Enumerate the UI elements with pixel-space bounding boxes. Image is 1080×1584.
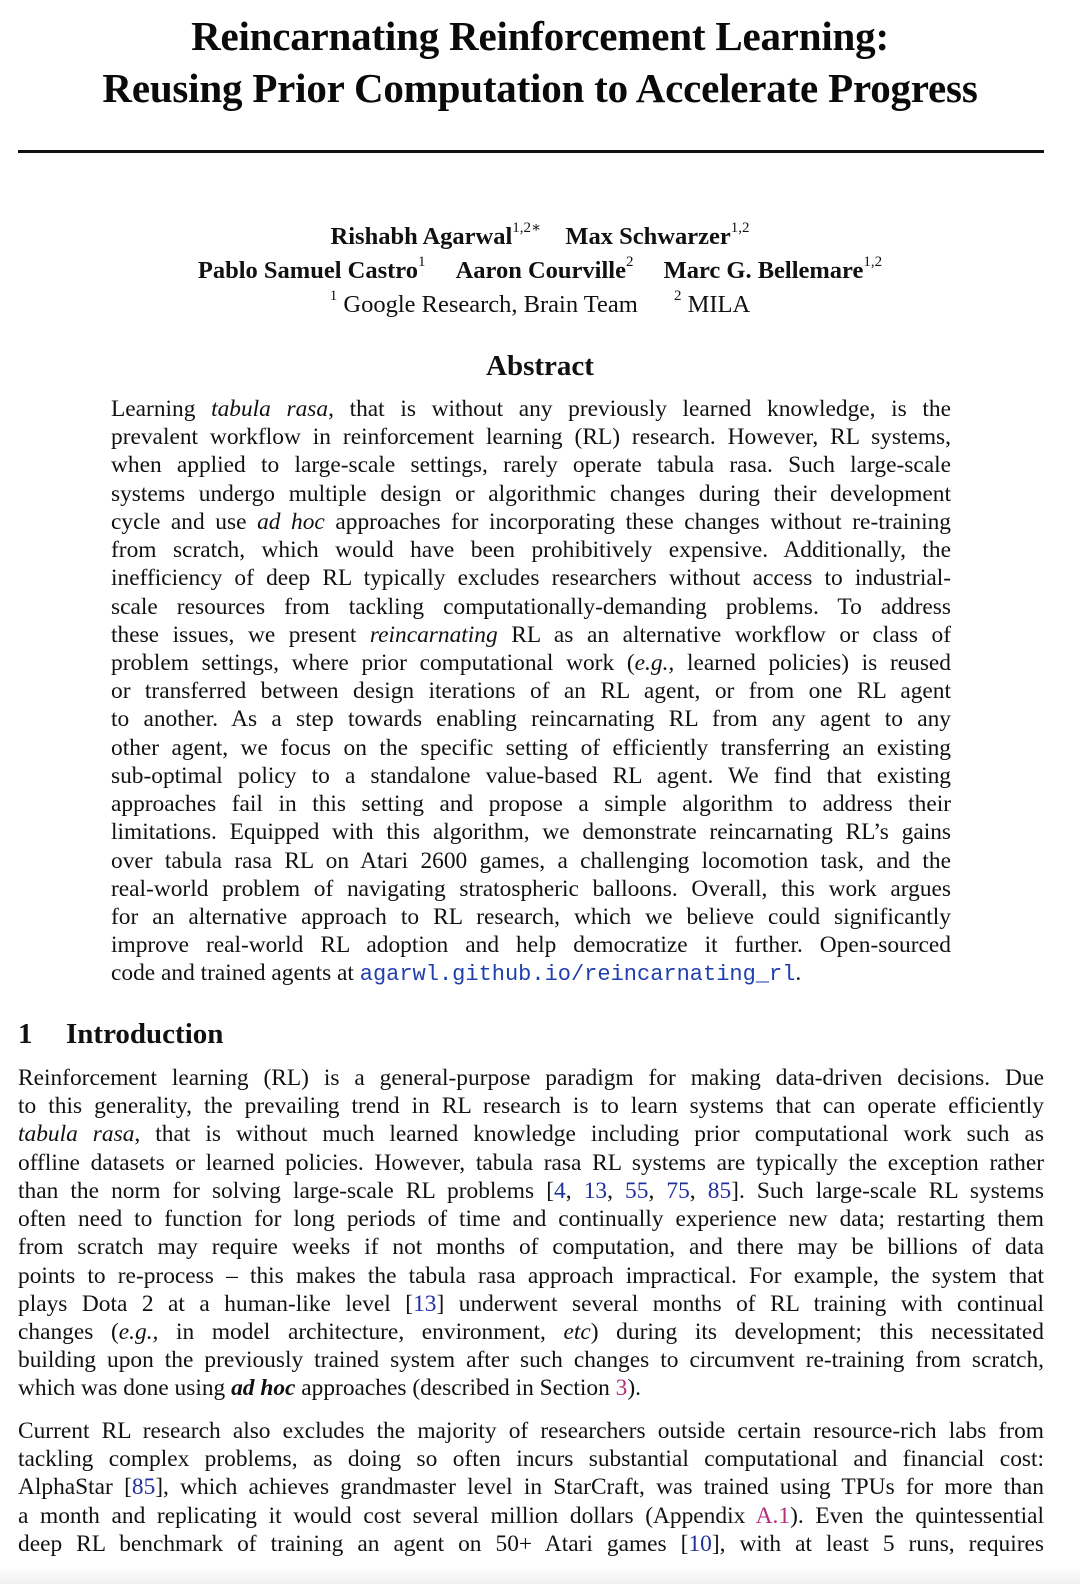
title-line-1: Reincarnating Reinforcement Learning: [191,13,889,59]
text-line [111,734,951,762]
text-line [111,395,951,423]
text-span: reincarnating [369,621,498,648]
text-span: when applied to large-scale settings, rarely operate tabula rasa. Such large-scale [111,452,951,479]
text-span: ) during its development; this necessitated [590,1318,1044,1345]
text-span: limitations. Equipped with this algorithm, we demonstrate reincarnating RL’s gains [111,819,951,846]
text-span: or transferred between design iterations of an RL agent, or from one RL agent [111,678,951,705]
text-span: for an alternative approach to RL research, which we believe could significantly [111,903,951,930]
text-span: learned policies) is reused [674,649,952,676]
cross-reference-link[interactable]: 3 [615,1375,628,1402]
text-span: , [648,1177,667,1204]
author: Pablo Samuel Castro$^1$ [197,253,426,284]
text-span: points to re-process – this makes the tabula rasa approach impractical. For example, the system that [18,1262,1044,1289]
affiliation-row [0,288,1080,322]
text-span: these issues, we present [111,621,370,648]
text-span: other agent, we focus on the specific setting of efficiently transferring an existing [111,734,951,761]
text-span: from scratch, which would have been prohibitively expensive. Additionally, the [111,537,951,564]
intro-paragraph [18,1417,1044,1558]
text-span: code and trained agents at [111,960,360,987]
text-line [18,1473,1044,1501]
author: Marc G. Bellemare$^{1,2}$ [663,253,883,284]
text-span: approaches (described in Section [295,1375,616,1402]
author-row-1 [0,220,1080,254]
abstract-body [111,395,951,988]
text-line [111,649,951,677]
text-line [18,1290,1044,1318]
text-span: than the norm for solving large-scale RL problems [ [18,1177,555,1204]
text-span: often need to function for long periods of time and continually experience new data; restarting them [18,1206,1044,1233]
title-line-2: Reusing Prior Computation to Accelerate Progress [102,65,978,111]
text-line [18,1318,1044,1346]
text-line [111,903,951,931]
text-span: . [795,960,802,987]
text-line [111,451,951,479]
text-span: tabula rasa [211,396,329,422]
text-line [111,875,951,903]
text-span: , [689,1177,708,1204]
text-span: Current RL research also excludes the majority of researchers outside certain resource-rich labs from [18,1418,1044,1444]
text-span: over tabula rasa RL on Atari 2600 games, a challenging locomotion task, and the [111,847,951,874]
text-span: , that is without any previously learned knowledge, is the [328,396,951,422]
project-url-link[interactable]: agarwl.github.io/reincarnating_rl [359,962,796,988]
text-line [111,762,951,790]
text-span: scale resources from tackling computationally-demanding problems. To address [111,593,951,620]
text-line [111,931,951,959]
text-line [111,536,951,564]
text-span: ). Even the quintessential [790,1502,1044,1529]
abstract-heading: Abstract [486,350,594,382]
affiliation: $^1$ Google Research, Brain Team [329,287,638,318]
text-line [18,1417,1044,1445]
text-span: systems undergo multiple design or algorithmic changes during their development [111,480,951,507]
text-span: ). [627,1375,641,1402]
text-line [18,1149,1044,1177]
text-line [18,1346,1044,1374]
author: Max Schwarzer$^{1,2}$ [565,219,750,250]
text-span: e.g., [634,649,675,676]
page-edge-shadow [0,1566,1080,1584]
text-span: ad hoc [231,1375,296,1402]
text-span: tabula rasa [18,1121,135,1148]
text-span: cycle and use [111,508,258,535]
text-span: to another. As a step towards enabling reincarnating RL from any agent to any [111,706,951,733]
text-line [18,1374,1044,1402]
text-line [111,818,951,846]
text-span: , that is without much learned knowledge including prior computational work such as [134,1121,1044,1148]
citation-link[interactable]: 75 [666,1177,690,1204]
cross-reference-link[interactable]: A.1 [755,1502,791,1529]
paper-title [0,10,1080,114]
text-span: plays Dota 2 at a human-like level [ [18,1290,414,1317]
text-line [111,423,951,451]
text-span: problem settings, where prior computational work ( [111,649,635,676]
text-span: AlphaStar [ [18,1474,132,1501]
text-span: offline datasets or learned policies. However, tabula rasa RL systems are typically the exception rather [18,1149,1044,1176]
text-span: deep RL benchmark of training an agent on 50+ Atari games [ [18,1530,689,1557]
text-line [111,621,951,649]
citation-link[interactable]: 85 [131,1474,156,1501]
author: Aaron Courville$^2$ [455,253,634,284]
text-line [18,1445,1044,1473]
section-title: Introduction [66,1018,224,1050]
text-span: e.g., [118,1318,159,1345]
affiliation: $^2$ MILA [673,287,751,318]
text-span: approaches fail in this setting and propose a simple algorithm to address their [111,791,951,818]
text-span: ]. Such large-scale RL systems [731,1177,1044,1204]
text-line [111,677,951,705]
text-span: to this generality, the prevailing trend in RL research is to learn systems that can operate efficiently [18,1093,1044,1120]
author-row-2 [0,254,1080,288]
text-span: ad hoc [257,508,325,535]
citation-link[interactable]: 4 [554,1177,566,1204]
text-line [18,1092,1044,1120]
text-span: from scratch may require weeks if not months of computation, and there may be billions of data [18,1234,1044,1261]
text-span: real-world problem of navigating stratospheric balloons. Overall, this work argues [111,875,951,902]
citation-link[interactable]: 10 [688,1530,712,1557]
text-line [18,1177,1044,1205]
text-span: Learning [111,396,212,422]
text-span: , [607,1177,626,1204]
text-line [18,1502,1044,1530]
text-line [111,480,951,508]
text-line [18,1205,1044,1233]
text-span: improve real-world RL adoption and help democratize it further. Open-sourced [111,932,951,959]
text-span: RL as an alternative workflow or class of [497,621,951,648]
text-line [18,1120,1044,1148]
author: Rishabh Agarwal$^{1,2∗}$ [330,219,542,250]
text-span: which was done using [18,1375,232,1402]
text-line [111,790,951,818]
text-line [111,508,951,536]
text-line [18,1530,1044,1558]
intro-paragraph [18,1064,1044,1403]
text-span: building upon the previously trained system after such changes to circumvent re-training from scratch, [18,1347,1044,1374]
text-span: ], which achieves grandmaster level in StarCraft, was trained using TPUs for more than [155,1474,1044,1501]
citation-link[interactable]: 13 [413,1290,437,1317]
section-number: 1 [18,1018,33,1050]
text-line [18,1262,1044,1290]
text-line [111,959,951,987]
text-line [111,705,951,733]
citation-link[interactable]: 13 [583,1177,608,1204]
text-line [111,564,951,592]
text-span: Reinforcement learning (RL) is a general-purpose paradigm for making data-driven decisions. Due [18,1065,1044,1091]
text-span: ] underwent several months of RL training with continual [436,1290,1044,1317]
text-span: changes ( [18,1318,119,1345]
text-span: sub-optimal policy to a standalone value-based RL agent. We find that existing [111,762,951,789]
text-span: etc [563,1318,591,1345]
text-line [18,1233,1044,1261]
author-block [0,220,1080,322]
text-span: prevalent workflow in reinforcement learning (RL) research. However, RL systems, [111,424,951,451]
text-span: ], with at least 5 runs, requires [711,1530,1044,1557]
citation-link[interactable]: 85 [707,1177,732,1204]
text-span: tackling complex problems, as doing so often incurs substantial computational and financial cost: [18,1446,1044,1473]
text-span: in model architecture, environment, [158,1318,564,1345]
text-span: inefficiency of deep RL typically excludes researchers without access to industrial- [111,565,951,592]
text-line [18,1064,1044,1092]
text-line [111,593,951,621]
text-line [111,847,951,875]
section-heading-introduction [18,1016,223,1052]
text-span: , [565,1177,584,1204]
citation-link[interactable]: 55 [625,1177,649,1204]
text-span: approaches for incorporating these changes without re-training [324,508,951,535]
title-rule [18,150,1044,153]
text-span: a month and replicating it would cost several million dollars (Appendix [18,1502,756,1529]
